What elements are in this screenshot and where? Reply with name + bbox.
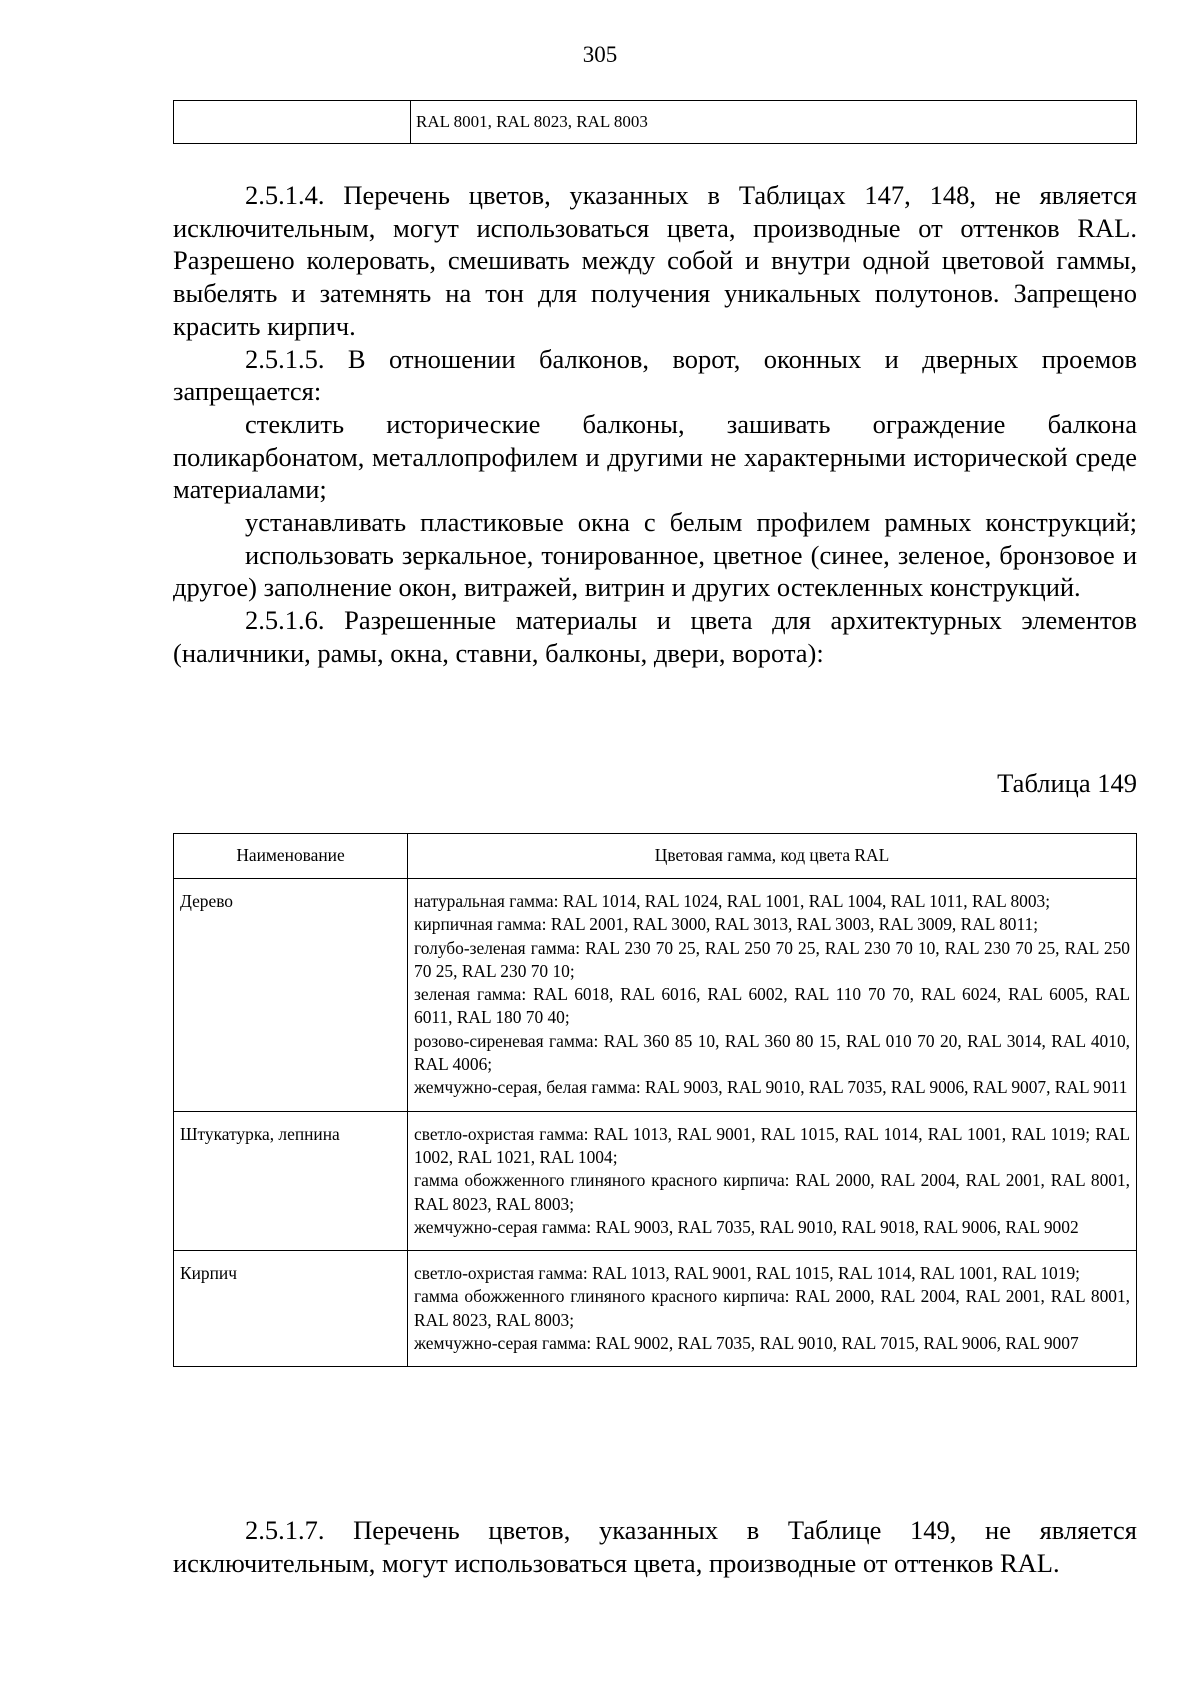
page-number: 305 [582,42,618,67]
row-colors-plaster [408,1111,1137,1250]
list-item: устанавливать пластиковые окна с белым профилем рамных конструкций; [245,507,1137,538]
color-range-line: светло-охристая гамма: RAL 1013, RAL 9001, RAL 1015, RAL 1014, RAL 1001, RAL 1019; [414,1263,1080,1284]
body-text-upper [173,179,1137,670]
table-caption: Таблица 149 [997,768,1137,798]
paragraph-2-5-1-4: 2.5.1.4. Перечень цветов, указанных в Таблицах 147, 148, не является исключительным, могут использоваться цвета, производные от оттенков RAL. Разрешено колеровать, смешивать между собой и внутри одной цветовой гаммы, выбелять и затемнять на тон для получения уникальных полутонов. Запрещено красить кирпич. [173,180,1137,341]
paragraph-2-5-1-7: 2.5.1.7. Перечень цветов, указанных в Таблице 149, не является исключительным, могут использоваться цвета, производные от оттенков RAL. [173,1515,1137,1578]
color-range-line: жемчужно-серая гамма: RAL 9002, RAL 7035, RAL 9010, RAL 7015, RAL 9006, RAL 9007 [414,1333,1079,1354]
continued-table [173,100,1137,144]
color-range-line: розово-сиреневая гамма: RAL 360 85 10, RAL 360 80 15, RAL 010 70 20, RAL 3014, RAL 4010, RAL 4006; [414,1030,1130,1075]
row-name-wood: Дерево [174,879,408,1112]
list-item: использовать зеркальное, тонированное, цветное (синее, зеленое, бронзовое и другое) заполнение окон, витражей, витрин и других остекленных конструкций. [173,539,1137,603]
table-row [174,879,1137,1112]
color-range-line: гамма обожженного глиняного красного кирпича: RAL 2000, RAL 2004, RAL 2001, RAL 8001, RAL 8023, RAL 8003; [414,1286,1130,1330]
table-cell-name [174,101,411,144]
color-range-line: гамма обожженного глиняного красного кирпича: RAL 2000, RAL 2004, RAL 2001, RAL 8001, RAL 8023, RAL 8003; [414,1170,1130,1214]
color-range-line: голубо-зеленая гамма: RAL 230 70 25, RAL 250 70 25, RAL 230 70 10, RAL 230 70 25, RAL 250 70 25, RAL 230 70 10; [414,937,1130,981]
table-row [174,1251,1137,1367]
row-name-brick: Кирпич [174,1251,408,1367]
body-text-lower [173,1514,1137,1579]
color-range-line: жемчужно-серая гамма: RAL 9003, RAL 7035, RAL 9010, RAL 9018, RAL 9006, RAL 9002 [414,1216,1079,1237]
table-cell-colors: RAL 8001, RAL 8023, RAL 8003 [411,101,1137,144]
table-row [174,1111,1137,1250]
row-colors-wood [408,879,1137,1112]
row-name-plaster: Штукатурка, лепнина [174,1111,408,1250]
list-item: стеклить исторические балконы, зашивать ограждение балкона поликарбонатом, металлопрофилем и другими не характерными исторической среде материалами; [173,408,1137,505]
color-range-line: кирпичная гамма: RAL 2001, RAL 3000, RAL 3013, RAL 3003, RAL 3009, RAL 8011; [414,914,1039,935]
color-range-line: светло-охристая гамма: RAL 1013, RAL 9001, RAL 1015, RAL 1014, RAL 1001, RAL 1019; RAL 1002, RAL 1021, RAL 1004; [414,1123,1130,1167]
column-header-name: Наименование [174,834,408,879]
table-header-row [174,834,1137,879]
paragraph-2-5-1-5: 2.5.1.5. В отношении балконов, ворот, оконных и дверных проемов запрещается: [173,343,1137,407]
row-colors-brick [408,1251,1137,1367]
color-range-line: зеленая гамма: RAL 6018, RAL 6016, RAL 6002, RAL 110 70 70, RAL 6024, RAL 6005, RAL 6011, RAL 180 70 40; [414,984,1130,1028]
color-table [173,833,1137,1367]
paragraph-2-5-1-6: 2.5.1.6. Разрешенные материалы и цвета для архитектурных элементов (наличники, рамы, окна, ставни, балконы, двери, ворота): [173,605,1137,668]
column-header-colors: Цветовая гамма, код цвета RAL [408,834,1137,879]
table-row [174,101,1137,144]
color-range-line: натуральная гамма: RAL 1014, RAL 1024, RAL 1001, RAL 1004, RAL 1011, RAL 8003; [414,891,1051,911]
color-range-line: жемчужно-серая, белая гамма: RAL 9003, RAL 9010, RAL 7035, RAL 9006, RAL 9007, RAL 9011 [414,1077,1128,1098]
